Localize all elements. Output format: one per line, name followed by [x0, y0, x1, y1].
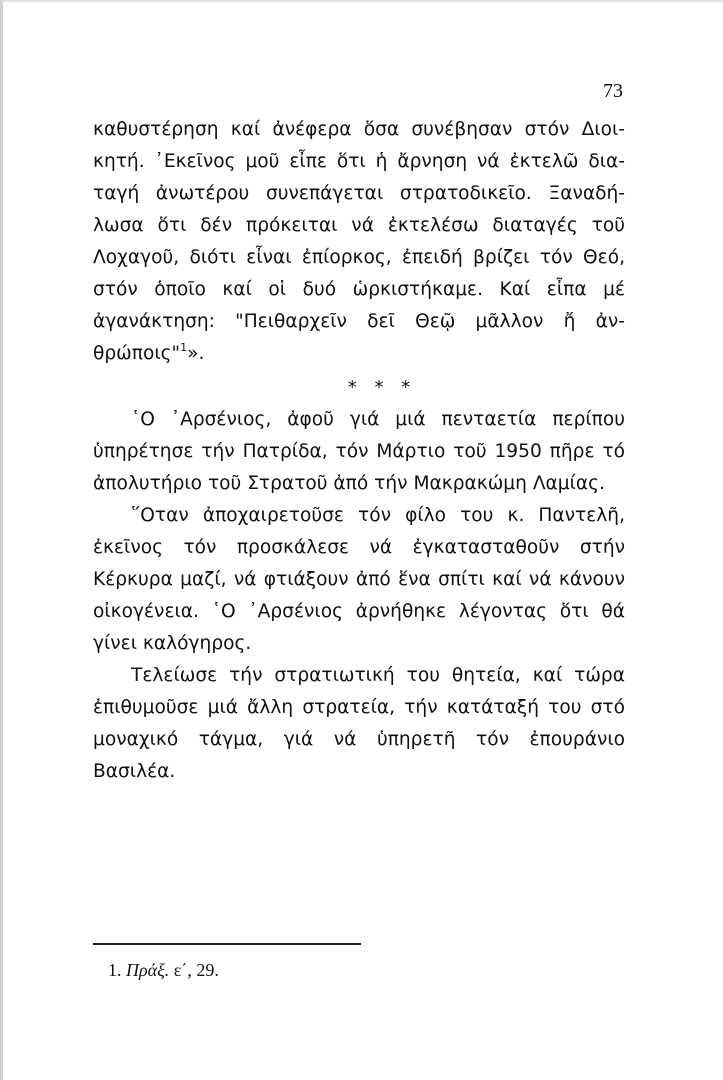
body-text — [93, 114, 625, 788]
paragraph-1 — [93, 114, 625, 370]
footnote-divider — [93, 943, 361, 945]
paragraph-2: ῾Ο ᾿Αρσένιος, ἀφοῦ γιά μιά πενταετία περίπου ὑπηρέτησε τήν Πατρίδα, τόν Μάρτιο τοῦ 1950 πῆρε τό ἀπολυτήριο τοῦ Στρατοῦ ἀπό τήν Μακρακώμη Λαμίας. — [93, 409, 625, 494]
footnote-ref-marker: 1 — [180, 341, 188, 354]
section-separator: * * * — [347, 377, 417, 398]
footnote — [108, 960, 219, 981]
paragraph-1-tail: ». — [187, 343, 205, 364]
footnote-reference: ε΄, 29. — [173, 960, 219, 980]
paragraph-1-text: καθυστέρηση καί ἀνέφερα ὅσα συνέβησαν στόν Διοικητή. ᾿Εκεῖνος μοῦ εἶπε ὅτι ἡ ἄρνηση νά ἐκτελῶ διαταγή ἀνωτέρου συνεπάγεται στρατοδικεῖο. Ξαναδήλωσα ὅτι δέν πρόκειται νά ἐκτελέσω διαταγές τοῦ Λοχαγοῦ, διότι εἶναι ἐπίορκος, ἐπειδή βρίζει τόν Θεό, στόν ὁποῖο καί οἱ δυό ὡρκιστήκαμε. Καί εἶπα μέ ἀγανάκτηση: "Πειθαρχεῖν δεῖ Θεῷ μᾶλλον ἤ ἀνθρώποις" — [93, 119, 625, 364]
paragraph-4: Τελείωσε τήν στρατιωτική του θητεία, καί τώρα ἐπιθυμοῦσε μιά ἄλλη στρατεία, τήν κατάταξή του στό μοναχικό τάγμα, γιά νά ὑπηρετῆ τόν ἐπουράνιο Βασιλέα. — [93, 665, 625, 782]
footnote-number: 1. — [108, 960, 122, 980]
page-number: 73 — [603, 80, 623, 102]
paragraph-3: ῞Οταν ἀποχαιρετοῦσε τόν φίλο του κ. Παντελῆ, ἐκεῖνος τόν προσκάλεσε νά ἐγκατασταθοῦν στήν Κέρκυρα μαζί, νά φτιάξουν ἀπό ἕνα σπίτι καί νά κάνουν οἰκογένεια. ῾Ο ᾿Αρσένιος ἀρνήθηκε λέγοντας ὅτι θά γίνει καλόγηρος. — [93, 505, 625, 654]
footnote-source: Πράξ. — [126, 960, 170, 980]
